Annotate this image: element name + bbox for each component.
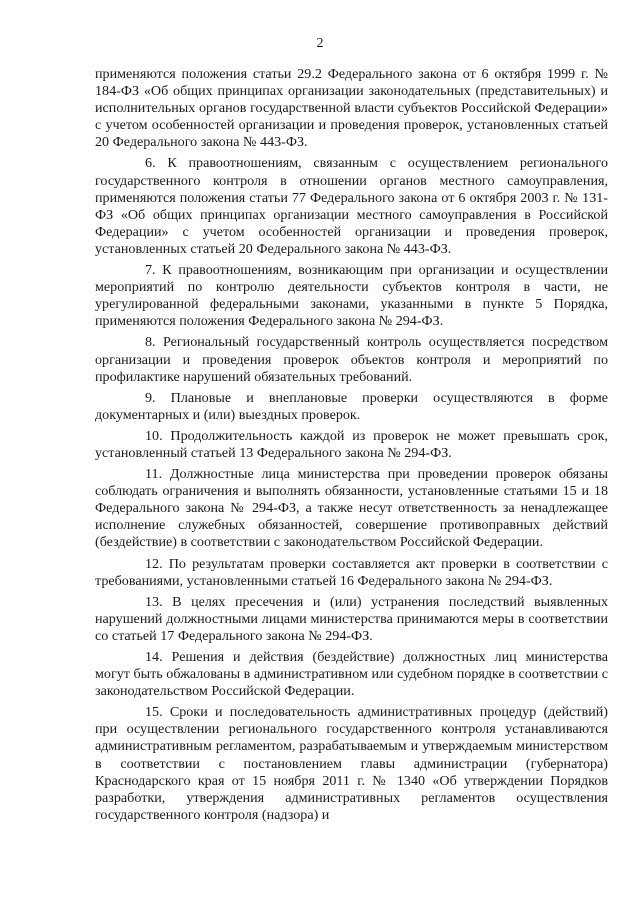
paragraph-10: 10. Продолжительность каждой из проверок не может превышать срок, установленный статьей 13 Федерального закона № 294-ФЗ. — [95, 427, 608, 461]
paragraph-8: 8. Региональный государственный контроль осуществляется посредством организации и проведения проверок объектов контроля и мероприятий по профилактике нарушений обязательных требований. — [95, 334, 608, 385]
page-number: 2 — [316, 36, 324, 51]
paragraph-14: 14. Решения и действия (бездействие) должностных лиц министерства могут быть обжалованы в административном или судебном порядке в соответствии с законодательством Российской Федерации. — [95, 649, 608, 700]
paragraph-13: 13. В целях пресечения и (или) устранения последствий выявленных нарушений должностными лицами министерства принимаются меры в соответствии со статьей 17 Федерального закона № 294-ФЗ. — [95, 593, 608, 644]
paragraph-7: 7. К правоотношениям, возникающим при организации и осуществлении мероприятий по контролю деятельности субъектов контроля в части, не урегулированной федеральными законами, указанными в пункте 5 Порядка, применяются положения Федерального закона № 294-ФЗ. — [95, 262, 608, 330]
paragraph-11: 11. Должностные лица министерства при проведении проверок обязаны соблюдать ограничения и выполнять обязанности, установленные статьями 15 и 18 Федерального закона № 294-ФЗ, а также несут ответственность за ненадлежащее исполнение служебных обязанностей, совершение противоправных действий (бездействие) в соответствии с законодательством Российской Федерации. — [95, 466, 608, 551]
paragraph-5-continuation: применяются положения статьи 29.2 Федерального закона от 6 октября 1999 г. № 184-ФЗ «Об общих принципах организации законодательных (представительных) и исполнительных органов государственной власти субъектов Российской Федерации» с учетом особенностей организации и проведения проверок, установленных статьей 20 Федерального закона № 443-ФЗ. — [95, 66, 608, 151]
document-body — [95, 66, 608, 828]
paragraph-15: 15. Сроки и последовательность административных процедур (действий) при осуществлении регионального государственного контроля устанавливаются административным регламентом, разрабатываемым и утверждаемым министерством в соответствии с постановлением главы администрации (губернатора) Краснодарского края от 15 ноября 2011 г. № 1340 «Об утверждении Порядков разработки, утверждения административных регламентов осуществления государственного контроля (надзора) и — [95, 704, 608, 823]
paragraph-9: 9. Плановые и внеплановые проверки осуществляются в форме документарных и (или) выездных проверок. — [95, 389, 608, 423]
paragraph-6: 6. К правоотношениям, связанным с осуществлением регионального государственного контроля в отношении органов местного самоуправления, применяются положения статьи 77 Федерального закона от 6 октября 2003 г. № 131-ФЗ «Об общих принципах организации местного самоуправления в Российской Федерации» с учетом особенностей организации и проведения проверок, установленных статьей 20 Федерального закона № 443-ФЗ. — [95, 155, 608, 257]
paragraph-12: 12. По результатам проверки составляется акт проверки в соответствии с требованиями, установленными статьей 16 Федерального закона № 294-ФЗ. — [95, 555, 608, 589]
